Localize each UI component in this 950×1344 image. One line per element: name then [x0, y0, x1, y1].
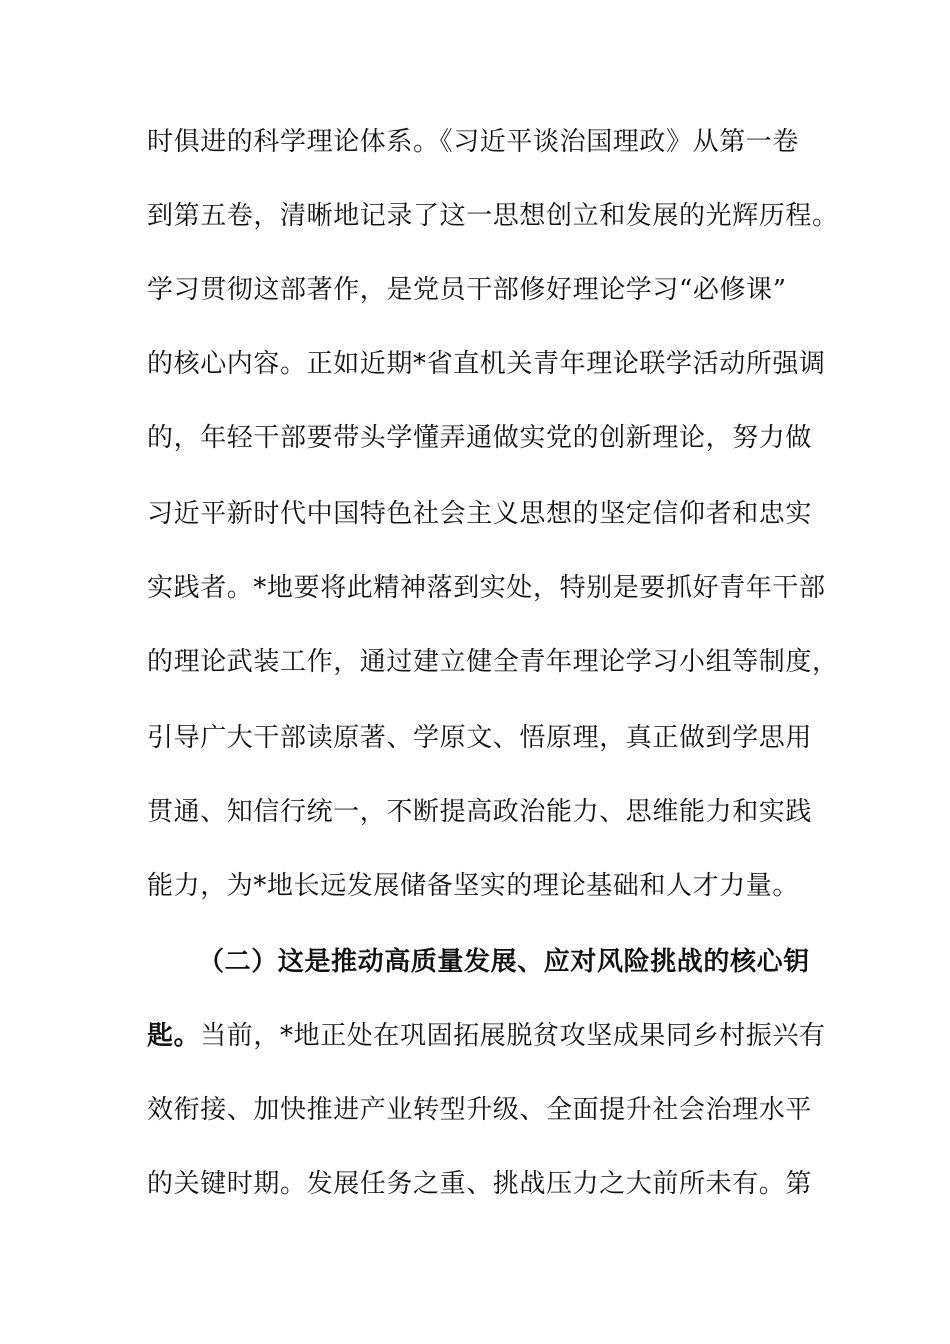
body-line-9: 引导广大干部读原著、学原文、悟原理，真正做到学思用 [147, 723, 813, 753]
body-line-6: 习近平新时代中国特色社会主义思想的坚定信仰者和忠实 [147, 499, 813, 529]
body-line-2: 到第五卷，清晰地记录了这一思想创立和发展的光辉历程。 [147, 201, 839, 231]
body-line-10: 贯通、知信行统一，不断提高政治能力、思维能力和实践 [147, 797, 813, 827]
body-text-after-heading: 当前，*地正处在巩固拓展脱贫攻坚成果同乡村振兴有 [200, 1021, 826, 1051]
body-line-11: 能力，为*地长远发展储备坚实的理论基础和人才力量。 [147, 871, 800, 901]
body-line-3: 学习贯彻这部著作，是党员干部修好理论学习“必修课” [147, 275, 787, 305]
body-line-7: 实践者。*地要将此精神落到实处，特别是要抓好青年干部 [147, 573, 826, 603]
section-heading: （二）这是推动高质量发展、应对风险挑战的核心钥 [198, 947, 810, 977]
body-line-5: 的，年轻干部要带头学懂弄通做实党的创新理论，努力做 [147, 423, 813, 453]
body-line-1: 时俱进的科学理论体系。《习近平谈治国理政》从第一卷 [147, 127, 800, 157]
body-line-13: 的关键时期。发展任务之重、挑战压力之大前所未有。第 [147, 1169, 813, 1199]
body-line-4: 的核心内容。正如近期*省直机关青年理论联学活动所强调 [147, 349, 826, 379]
heading-tail: 匙。 [147, 1021, 201, 1051]
body-line-12: 效衔接、加快推进产业转型升级、全面提升社会治理水平 [147, 1095, 813, 1125]
body-line-8: 的理论武装工作，通过建立健全青年理论学习小组等制度， [147, 647, 839, 677]
heading-continuation-line [147, 1016, 826, 1056]
